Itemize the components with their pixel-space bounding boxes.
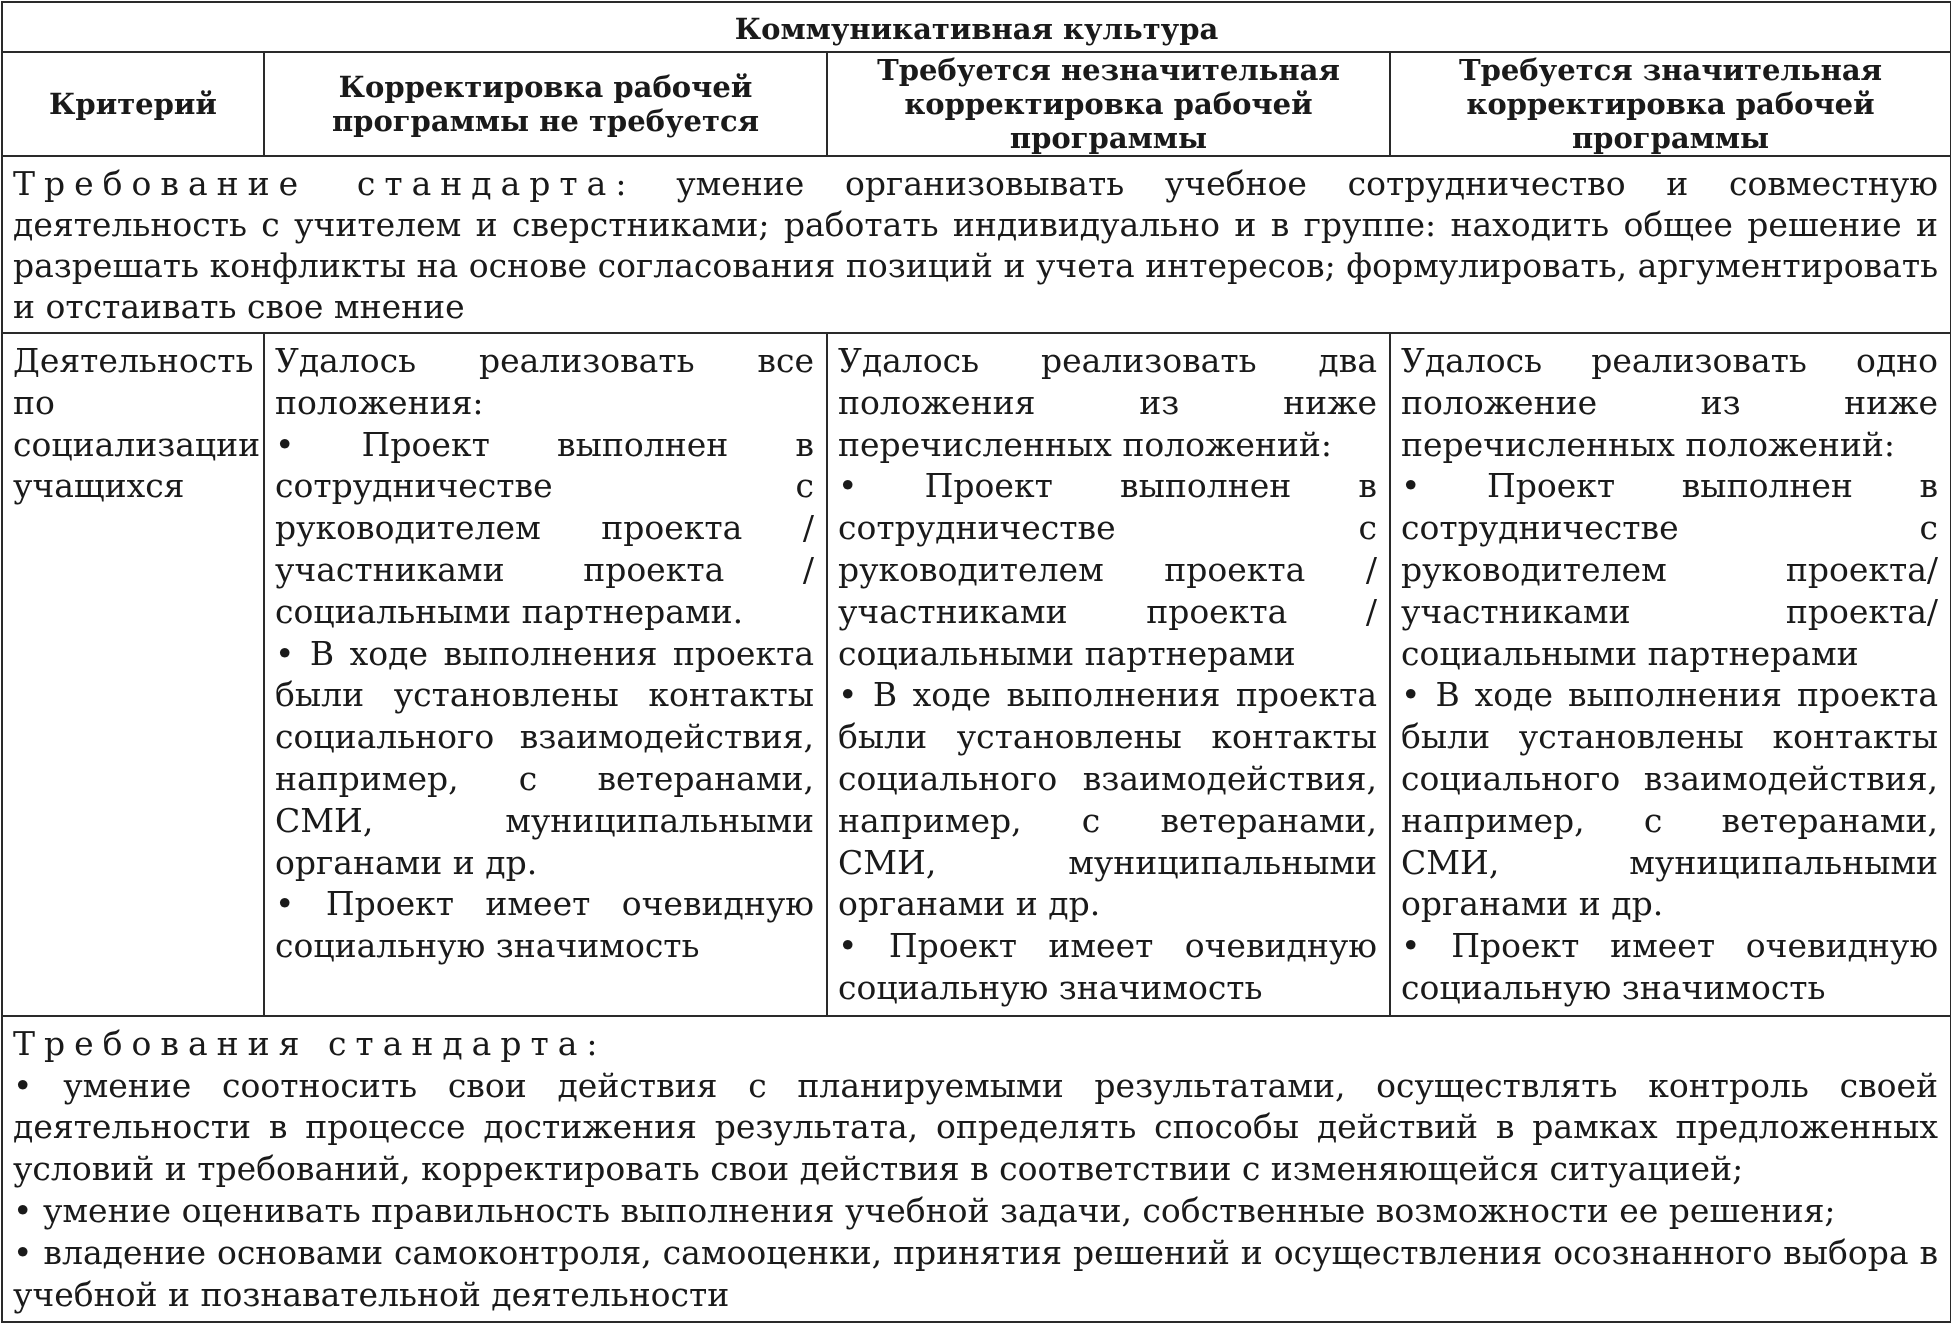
criterion-row	[2, 333, 1951, 1016]
criterion-cell	[2, 333, 264, 1016]
bullet-item: • В ходе выполнения проекта были установлены контакты социального взаимодействия, например, с ветеранами, СМИ, муниципальными органами и др.	[275, 633, 814, 882]
bullet-item: • Проект выполнен в сотрудничестве с руководителем проекта / участниками проекта / социальными партнерами.	[275, 424, 814, 631]
cell-intro: Удалось реализовать одно положение из ниже перечисленных положений:	[1401, 341, 1939, 464]
cell-intro: Удалось реализовать все положения:	[275, 341, 814, 422]
requirement-bullet: • умение оценивать правильность выполнения учебной задачи, собственные возможности ее решения;	[13, 1190, 1836, 1230]
standard-requirement	[2, 156, 1951, 333]
standard-requirements-label: Требования стандарта:	[13, 1023, 607, 1063]
bullet-item: • Проект имеет очевидную социальную значимость	[1401, 926, 1939, 1007]
bullet-item: • Проект имеет очевидную социальную значимость	[275, 884, 814, 966]
bullet-item: • Проект выполнен в сотрудничестве с руководителем проекта / участниками проекта / социальными партнерами	[838, 466, 1377, 673]
requirement-bullet: • владение основами самоконтроля, самооценки, принятия решений и осуществления осознанного выбора в учебной и познавательной деятельности	[13, 1232, 1939, 1314]
no-correction-cell	[264, 333, 827, 1016]
column-header-criterion: Критерий	[2, 52, 264, 156]
major-correction-cell	[1390, 333, 1951, 1016]
table-title: Коммуникативная культура	[2, 2, 1951, 52]
cell-intro: Удалось реализовать два положения из ниже перечисленных положений:	[838, 341, 1377, 464]
criterion-text: Деятельность по социализации учащихся	[13, 341, 261, 506]
standard-requirements-row	[2, 1016, 1951, 1322]
minor-correction-cell	[827, 333, 1390, 1016]
standard-requirement-row	[2, 156, 1951, 333]
column-header-row	[2, 52, 1951, 156]
standard-requirement-text: умение организовывать учебное сотрудничество и совместную деятельность с учителем и сверстниками; работать индивидуально и в группе: находить общее решение и разрешать конфликты на основе согласования позиций и учета интересов; формулировать, аргументировать и отстаивать свое мнение	[13, 164, 1939, 326]
bullet-item: • Проект имеет очевидную социальную значимость	[838, 926, 1377, 1007]
standard-requirements	[2, 1016, 1951, 1322]
column-header-major-correction: Требуется значительная корректировка рабочей программы	[1390, 52, 1951, 156]
standard-requirement-label: Требование стандарта:	[13, 164, 636, 203]
bullet-item: • Проект выполнен в сотрудничестве с руководителем проекта/ участниками проекта/ социальными партнерами	[1401, 466, 1939, 673]
bullet-item: • В ходе выполнения проекта были установлены контакты социального взаимодействия, например, с ветеранами, СМИ, муниципальными органами и др.	[1401, 675, 1939, 924]
table-title-row	[2, 2, 1951, 52]
column-header-no-correction: Корректировка рабочей программы не требуется	[264, 52, 827, 156]
requirement-bullet: • умение соотносить свои действия с планируемыми результатами, осуществлять контроль своей деятельности в процессе достижения результата, определять способы действий в рамках предложенных условий и требований, корректировать свои действия в соответствии с изменяющейся ситуацией;	[13, 1065, 1939, 1189]
column-header-minor-correction: Требуется незначительная корректировка рабочей программы	[827, 52, 1390, 156]
bullet-item: • В ходе выполнения проекта были установлены контакты социального взаимодействия, например, с ветеранами, СМИ, муниципальными органами и др.	[838, 675, 1377, 924]
criteria-table	[1, 1, 1951, 1323]
